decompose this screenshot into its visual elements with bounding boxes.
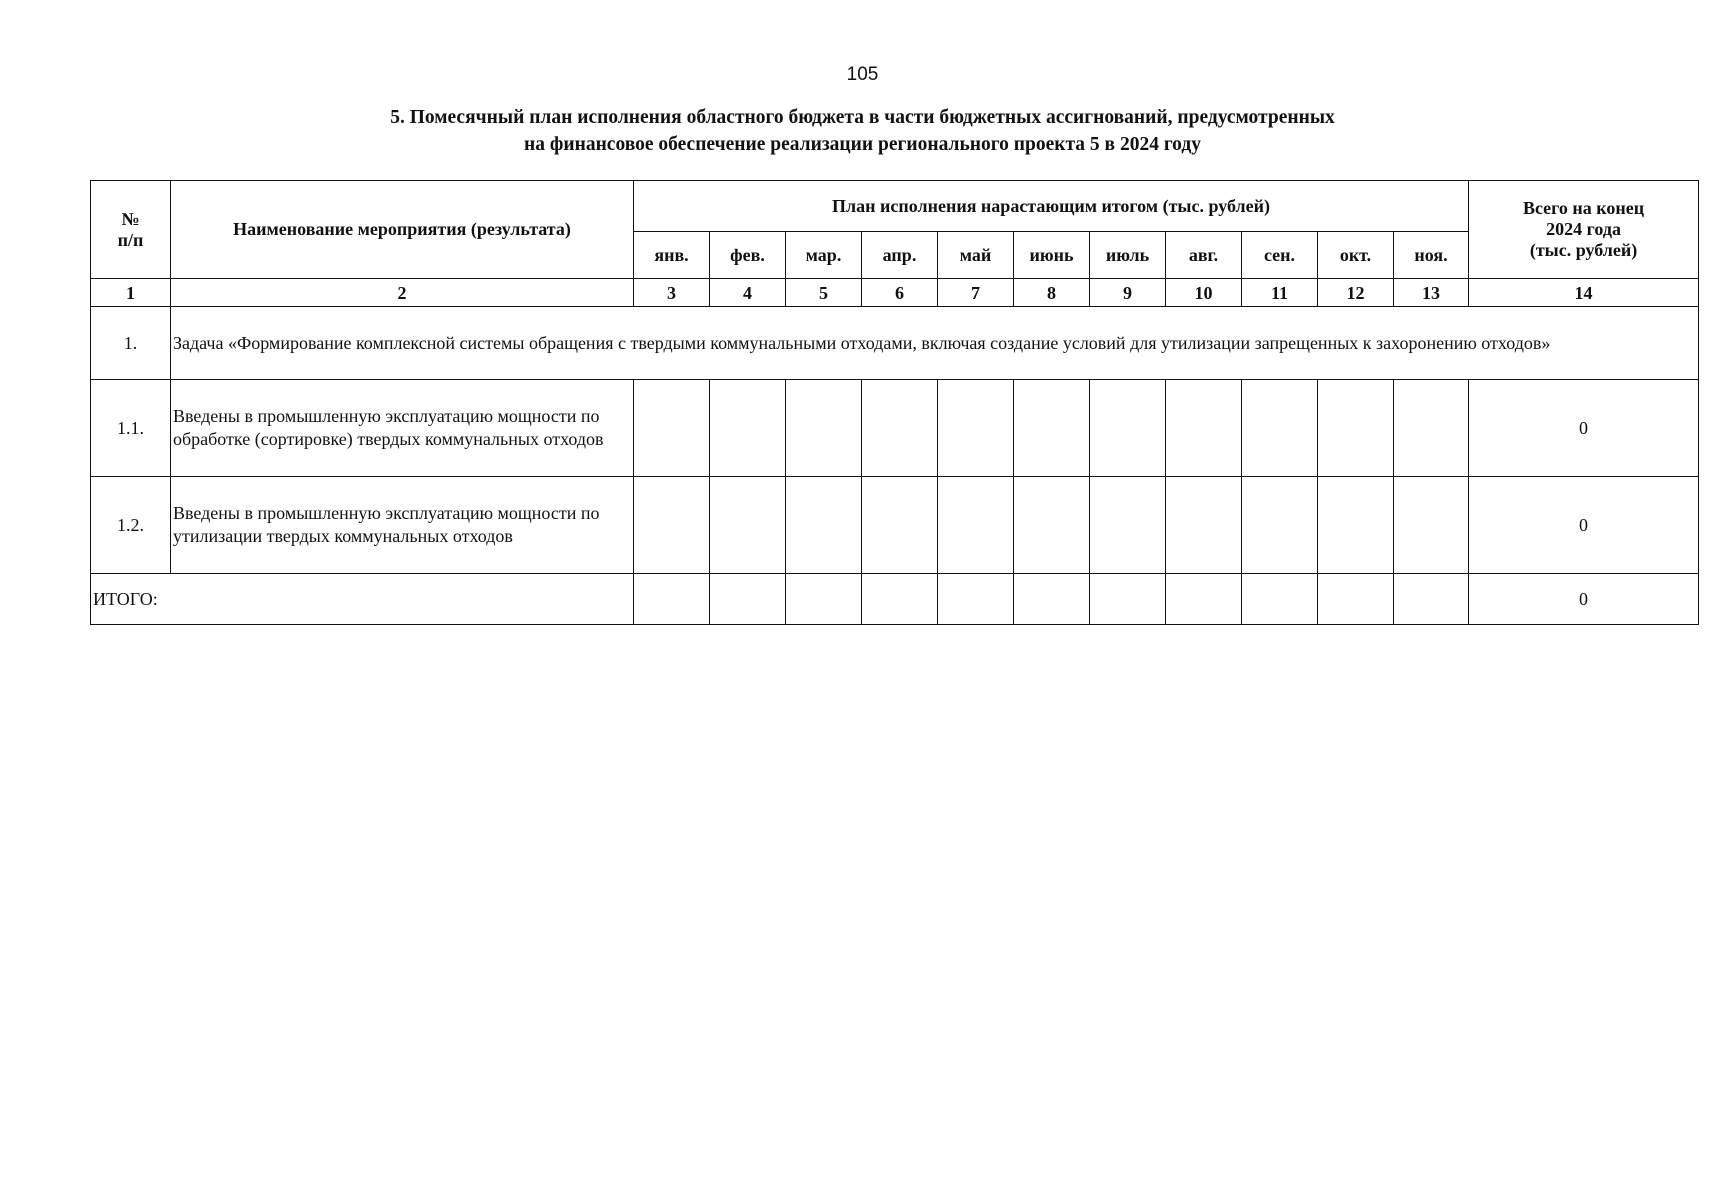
header-month-jun: июнь <box>1014 232 1090 279</box>
month-cell <box>1394 380 1469 477</box>
header-plan: План исполнения нарастающим итогом (тыс. рублей) <box>634 181 1469 232</box>
header-month-jan: янв. <box>634 232 710 279</box>
header-total <box>1469 181 1699 279</box>
month-cell <box>1242 380 1318 477</box>
column-number: 5 <box>786 279 862 307</box>
month-cell <box>710 477 786 574</box>
task-number: 1. <box>91 307 171 380</box>
header-month-jul: июль <box>1090 232 1166 279</box>
task-row <box>91 307 1699 380</box>
month-cell <box>786 574 862 625</box>
column-number: 12 <box>1318 279 1394 307</box>
title-line-1: 5. Помесячный план исполнения областного бюджета в части бюджетных ассигнований, предусмотренных <box>390 107 1335 128</box>
month-cell <box>938 574 1014 625</box>
header-row-top <box>91 181 1699 232</box>
column-number: 7 <box>938 279 1014 307</box>
month-cell <box>710 380 786 477</box>
month-cell <box>862 574 938 625</box>
page-number: 105 <box>846 64 879 85</box>
month-cell <box>1318 574 1394 625</box>
month-cell <box>1014 574 1090 625</box>
column-number: 13 <box>1394 279 1469 307</box>
column-number: 6 <box>862 279 938 307</box>
row-number: 1.1. <box>91 380 171 477</box>
column-number: 8 <box>1014 279 1090 307</box>
header-total-line-3: (тыс. рублей) <box>1529 240 1638 260</box>
column-number: 10 <box>1166 279 1242 307</box>
row-name: Введены в промышленную эксплуатацию мощности по утилизации твердых коммунальных отходов <box>171 477 634 574</box>
header-month-oct: окт. <box>1318 232 1394 279</box>
month-cell <box>1090 380 1166 477</box>
table-row <box>91 380 1699 477</box>
month-cell <box>1014 477 1090 574</box>
month-cell <box>786 477 862 574</box>
header-month-aug: авг. <box>1166 232 1242 279</box>
row-name: Введены в промышленную эксплуатацию мощности по обработке (сортировке) твердых коммунальных отходов <box>171 380 634 477</box>
header-month-apr: апр. <box>862 232 938 279</box>
month-cell <box>1394 574 1469 625</box>
month-cell <box>1394 477 1469 574</box>
task-text: Задача «Формирование комплексной системы обращения с твердыми коммунальными отходами, включая создание условий для утилизации запрещенных к захоронению отходов» <box>171 307 1699 380</box>
summary-total: 0 <box>1469 574 1699 625</box>
header-month-mar: мар. <box>786 232 862 279</box>
month-cell <box>1166 574 1242 625</box>
month-cell <box>786 380 862 477</box>
row-total: 0 <box>1469 380 1699 477</box>
row-number: 1.2. <box>91 477 171 574</box>
header-name: Наименование мероприятия (результата) <box>171 181 634 279</box>
month-cell <box>634 574 710 625</box>
header-number-symbol: № <box>121 208 140 229</box>
month-cell <box>1318 477 1394 574</box>
header-month-feb: фев. <box>710 232 786 279</box>
month-cell <box>938 380 1014 477</box>
column-number: 11 <box>1242 279 1318 307</box>
month-cell <box>862 477 938 574</box>
table-row <box>91 477 1699 574</box>
summary-label: ИТОГО: <box>91 574 634 625</box>
row-total: 0 <box>1469 477 1699 574</box>
header-number-abbr: п/п <box>117 229 144 250</box>
header-month-nov: ноя. <box>1394 232 1469 279</box>
month-cell <box>1242 574 1318 625</box>
month-cell <box>1014 380 1090 477</box>
month-cell <box>938 477 1014 574</box>
month-cell <box>1090 477 1166 574</box>
month-cell <box>1166 380 1242 477</box>
month-cell <box>634 380 710 477</box>
month-cell <box>1242 477 1318 574</box>
column-number: 3 <box>634 279 710 307</box>
title-line-2: на финансовое обеспечение реализации регионального проекта 5 в 2024 году <box>524 134 1201 155</box>
column-numbers-row <box>91 279 1699 307</box>
header-month-may: май <box>938 232 1014 279</box>
column-number: 1 <box>91 279 171 307</box>
document-title <box>0 104 1725 158</box>
month-cell <box>634 477 710 574</box>
month-cell <box>862 380 938 477</box>
header-total-line-1: Всего на конец <box>1522 198 1645 218</box>
column-number: 2 <box>171 279 634 307</box>
month-cell <box>1318 380 1394 477</box>
month-cell <box>1166 477 1242 574</box>
header-month-sep: сен. <box>1242 232 1318 279</box>
month-cell <box>710 574 786 625</box>
column-number: 4 <box>710 279 786 307</box>
column-number: 9 <box>1090 279 1166 307</box>
summary-row <box>91 574 1699 625</box>
month-cell <box>1090 574 1166 625</box>
budget-plan-table <box>90 180 1699 625</box>
header-total-line-2: 2024 года <box>1546 219 1621 239</box>
column-number: 14 <box>1469 279 1699 307</box>
header-number <box>91 181 171 279</box>
